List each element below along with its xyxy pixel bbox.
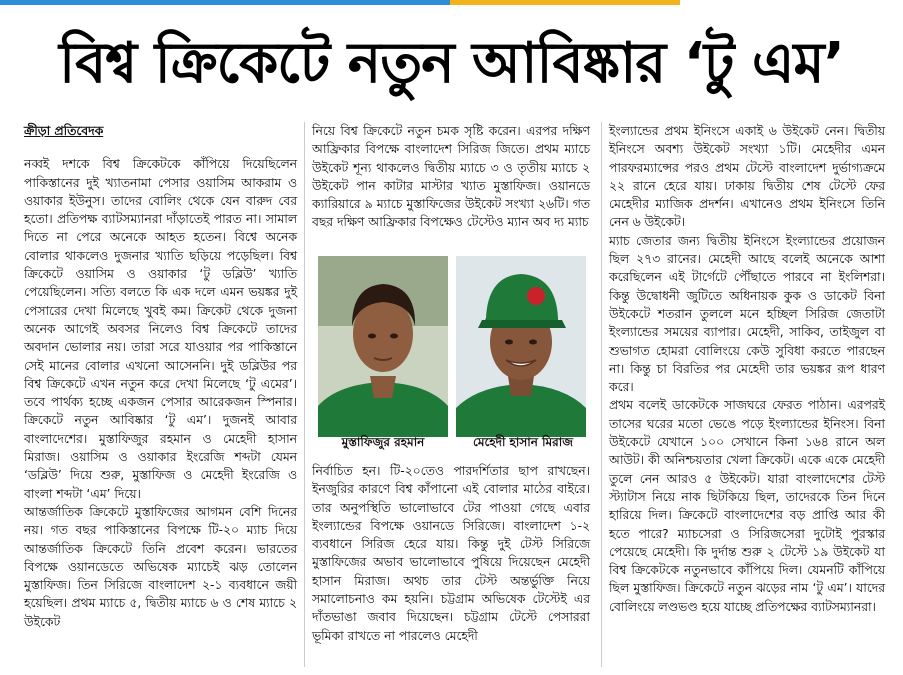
top-bar-yellow bbox=[450, 0, 680, 5]
paragraph: ইংল্যান্ডের প্রথম ইনিংসে একাই ৬ উইকেট নেন। দ্বিতীয় ইনিংসে অবশ্য উইকেট সংখ্যা ১টি। মেহেদীর এমন পারফরম্যান্সের পরও প্রথম টেস্টে বাংলাদেশ দুর্ভাগ্যক্রমে ২২ রানে হেরে যায়। ঢাকায় দ্বিতীয় শেষ টেস্টে ফের মেহেদীর ম্যাজিক প্রদর্শন। এখানেও প্রথম ইনিংসে তিনি নেন ৬ উইকেট। bbox=[609, 124, 885, 230]
article-column-2-bottom bbox=[312, 462, 590, 645]
photo-mehedi bbox=[456, 256, 586, 437]
paragraph: প্রথম বলেই ডাকেটকে সাজঘরে ফেরত পাঠান। এরপরই তাসের ঘরের মতো ভেঙে পড়ে ইংল্যান্ডের ইনিংস। বিনা উইকেটে যেখানে ১০০ সেখানে কিনা ১৬৪ রানে অল আউট। কী অনিশ্চয়তার খেলা ক্রিকেট। একে একে মেহেদী তুলে নেন আরও ৫ উইকেট। যারা বাংলাদেশের টেস্ট স্ট্যাটাস নিয়ে নাক ছিটকিয়ে ছিল, তাদেরকে তিন দিনে হারিয়ে দিল। ক্রিকেটে বাংলাদেশের বড় প্রাপ্তি আর কী হতে পারে? ম্যাচসেরা ও সিরিজসেরা দুটোই পুরস্কার পেয়েছে মেহেদী। কি দুর্দান্ত শুরু ২ টেস্টে ১৯ উইকেট যা বিশ্ব ক্রিকেটকে নতুনভাবে কাঁপিয়ে দিল। যেমনটি কাঁপিয়ে ছিল মুস্তাফিজ। ক্রিকেটে নতুন ঝড়ের নাম ‘টু এম’। যাদের বোলিংয়ে লণ্ডভণ্ড হয়ে যাচ্ছে প্রতিপক্ষের ব্যাটসম্যানরা। bbox=[609, 398, 885, 614]
paragraph: নির্বাচিত হন। টি-২০তেও পারদর্শিতার ছাপ রাখছেন। ইনজুরির কারণে বিশ্ব কাঁপানো এই বোলার মাঠের বাইরে। তার অনুপস্থিতি ভালোভাবে টের পাওয়া গেছে এবার ইংল্যান্ডের বিপক্ষে ওয়ানডে সিরিজে। বাংলাদেশ ১-২ ব্যবধানে সিরিজ হেরে যায়। কিন্তু দুই টেস্ট সিরিজে মুস্তাফিজের অভাব ভালোভাবে পুষিয়ে দিয়েছেন মেহেদী হাসান মিরাজ। অথচ তার টেস্ট অন্তর্ভুক্তি নিয়ে সমালোচনাও কম হয়নি। চট্টগ্রাম অভিষেক টেস্টেই এর দাঁতভাঙা জবাব দিয়েছেন। চট্টগ্রাম টেস্টে পেসাররা ভূমিকা রাখতে না পারলেও মেহেদী bbox=[312, 464, 590, 643]
paragraph: ম্যাচ জেতার জন্য দ্বিতীয় ইনিংসে ইংল্যান্ডের প্রয়োজন ছিল ২৭৩ রানের। মেহেদী আছে বলেই অনেকে আশা করেছিলেন এই টার্গেটে পৌঁছাতে পারবে না ইংলিশরা। কিন্তু উদ্বোধনী জুটিতে অধিনায়ক কুক ও ডাকেট বিনা উইকেটে শতরান তুললে মনে হচ্ছিল সিরিজ জেতাটা ইংল্যান্ডের সময়ের ব্যাপার। মেহেদী, সাকিব, তাইজুল বা শুভাগত হোমরা বোলিংয়ে কেউ সুবিধা করতে পারছেন না। কিন্তু চা বিরতির পর মেহেদী তার ভয়ঙ্কর রূপ ধারণ করে। bbox=[609, 233, 885, 395]
photo-caption-left: মুস্তাফিজুর রহমান bbox=[341, 435, 425, 449]
article-column-2-top bbox=[312, 122, 590, 232]
paragraph: নব্বই দশকে বিশ্ব ক্রিকেটকে কাঁপিয়ে দিয়েছিলেন পাকিস্তানের দুই খ্যাতনামা পেসার ওয়াসিম আকরাম ও ওয়াকার ইউনুস। তাদের বোলিং থেকে যেন বারুদ বের হতো। প্রতিপক্ষ ব্যাটসম্যানরা দাঁড়াতেই পারত না। সামাল দিতে না পেরে অনেকে আহত হতেন। বিশ্বে অনেক বোলার থাকলেও দুজনার খ্যাতি ছড়িয়ে পড়েছিল। বিশ্ব ক্রিকেটে ওয়াসিম ও ওয়াকার ‘টু ডব্লিউ’ খ্যাতি পেয়েছিলেন। সত্যি বলতে কি এক দলে এমন ভয়ঙ্কর দুই পেসারের দেখা মিলেছে খুবই কম। ক্রিকেট থেকে দুজনা অনেক আগেই অবসর নিলেও বিশ্ব ক্রিকেটে তাদের অবদান ভোলার নয়। তারা সরে যাওয়ার পর পাকিস্তানে সেই মানের বোলার এখনো আসেননি। দুই ডব্লিউর পর বিশ্ব ক্রিকেটে এখন নতুন করে দেখা মিলেছে ‘টু এমের’। তবে পার্থক্য হচ্ছে একজন পেসার আরেকজন স্পিনার। ক্রিকেটে নতুন আবিষ্কার ‘টু এম’। দুজনই আবার বাংলাদেশের। মুস্তাফিজুর রহমান ও মেহেদী হাসান মিরাজ। ওয়াসিম ও ওয়াকার ইংরেজি শব্দটা যেমন ‘ডব্লিউ’ দিয়ে শুরু, মুস্তাফিজ ও মেহেদী ইংরেজি ও বাংলা শব্দটা ‘এম’ দিয়ে। bbox=[24, 157, 297, 501]
column-divider bbox=[601, 122, 602, 667]
paragraph: নিয়ে বিশ্ব ক্রিকেটে নতুন চমক সৃষ্টি করেন। এরপর দক্ষিণ আফ্রিকার বিপক্ষে বাংলাদেশ সিরিজ জিতে। প্রথম ম্যাচে উইকেট শূন্য থাকলেও দ্বিতীয় ম্যাচে ৩ ও তৃতীয় ম্যাচে ২ উইকেট পান কাটার মাস্টার খ্যাত মুস্তাফিজ। ওয়ানডে ক্যারিয়ারে ৯ ম্যাচে মুস্তাফিজের উইকেট সংখ্যা ২৬টি। গত বছর দক্ষিণ আফ্রিকার বিপক্ষেও টেস্টেও ম্যান অব দ্য ম্যাচ bbox=[312, 124, 590, 230]
paragraph: আন্তর্জাতিক ক্রিকেটে মুস্তাফিজের আগমন বেশি দিনের নয়। গত বছর পাকিস্তানের বিপক্ষে টি-২০ ম্যাচ দিয়ে আন্তর্জাতিক ক্রিকেটে তিনি প্রবেশ করেন। ভারতের বিপক্ষে ওয়ানডেতে অভিষেক ম্যাচেই ঝড় তোলেন মুস্তাফিজ। তিন সিরিজে বাংলাদেশ ২-১ ব্যবধানে জয়ী হয়েছিল। প্রথম ম্যাচে ৫, দ্বিতীয় ম্যাচে ৬ ও শেষ ম্যাচে ২ উইকেট bbox=[24, 504, 297, 629]
top-color-bar bbox=[0, 0, 903, 5]
article-column-1 bbox=[24, 122, 297, 631]
column-divider bbox=[304, 122, 305, 667]
article-column-3 bbox=[609, 122, 885, 616]
photo-caption-right: মেহেদী হাসান মিরাজ bbox=[472, 435, 574, 449]
player-portrait-icon bbox=[318, 256, 448, 437]
player-portrait-cap-icon bbox=[456, 256, 586, 437]
byline: ক্রীড়া প্রতিবেদক bbox=[24, 124, 104, 138]
top-bar-blue bbox=[0, 0, 450, 5]
headline: বিশ্ব ক্রিকেটে নতুন আবিষ্কার ‘টু এম’ bbox=[59, 31, 844, 96]
photo-mustafizur bbox=[318, 256, 448, 437]
